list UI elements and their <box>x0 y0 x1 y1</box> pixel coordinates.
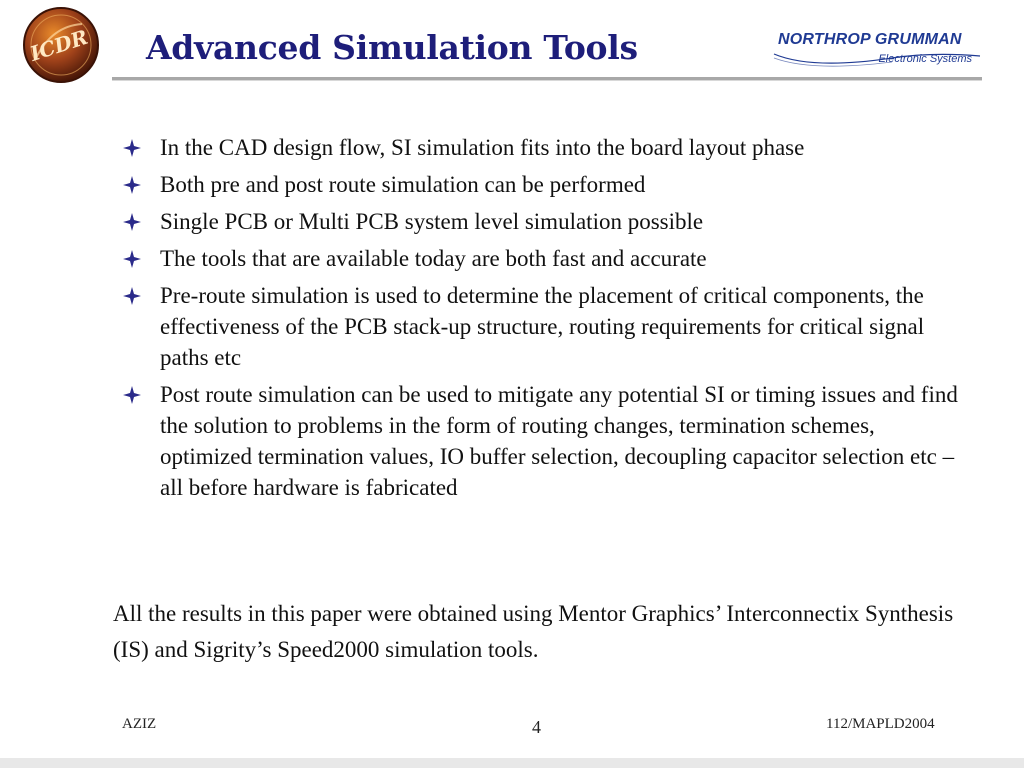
ng-logo-name: NORTHROP GRUMMAN <box>778 31 962 48</box>
diamond-bullet-icon <box>122 385 142 405</box>
ng-logo-subtitle: Electronic Systems <box>878 53 972 65</box>
list-item <box>120 280 970 373</box>
northrop-grumman-logo-graphic <box>772 26 984 74</box>
list-item <box>120 243 970 274</box>
bullet-text: Pre-route simulation is used to determine the placement of critical components, the effectiveness of the PCB stack-up structure, routing requirements for critical signal paths etc <box>160 283 925 370</box>
diamond-bullet-icon <box>122 175 142 195</box>
diamond-bullet-icon <box>122 138 142 158</box>
northrop-grumman-logo <box>772 26 984 74</box>
summary-paragraph: All the results in this paper were obtained using Mentor Graphics’ Interconnectix Synthesis (IS) and Sigrity’s Speed2000 simulation tools. <box>113 601 954 662</box>
diamond-bullet-icon <box>122 212 142 232</box>
bottom-band <box>0 758 1024 768</box>
list-item <box>120 132 970 163</box>
list-item <box>120 206 970 237</box>
list-item <box>120 379 970 503</box>
footer-author: AZIZ <box>122 716 157 732</box>
icdr-logo-graphic <box>22 6 100 84</box>
bullet-text: Post route simulation can be used to mitigate any potential SI or timing issues and find the solution to problems in the form of routing changes, termination schemes, optimized termination values, IO buffer selection, decoupling capacitor selection etc – all before hardware is fabricated <box>160 382 958 500</box>
bullet-list <box>120 132 970 509</box>
icdr-logo-text: ICDR <box>26 24 91 66</box>
icdr-logo <box>22 6 100 84</box>
bullet-text: The tools that are available today are both fast and accurate <box>160 246 707 271</box>
page-number: 4 <box>532 717 541 737</box>
diamond-bullet-icon <box>122 249 142 269</box>
bullet-text: Both pre and post route simulation can be performed <box>160 172 646 197</box>
bullet-text: Single PCB or Multi PCB system level simulation possible <box>160 209 704 234</box>
footer-conference: 112/MAPLD2004 <box>826 716 935 732</box>
list-item <box>120 169 970 200</box>
page-title: Advanced Simulation Tools <box>146 28 638 67</box>
title-divider <box>112 77 982 81</box>
bullet-text: In the CAD design flow, SI simulation fits into the board layout phase <box>160 135 805 160</box>
diamond-bullet-icon <box>122 286 142 306</box>
